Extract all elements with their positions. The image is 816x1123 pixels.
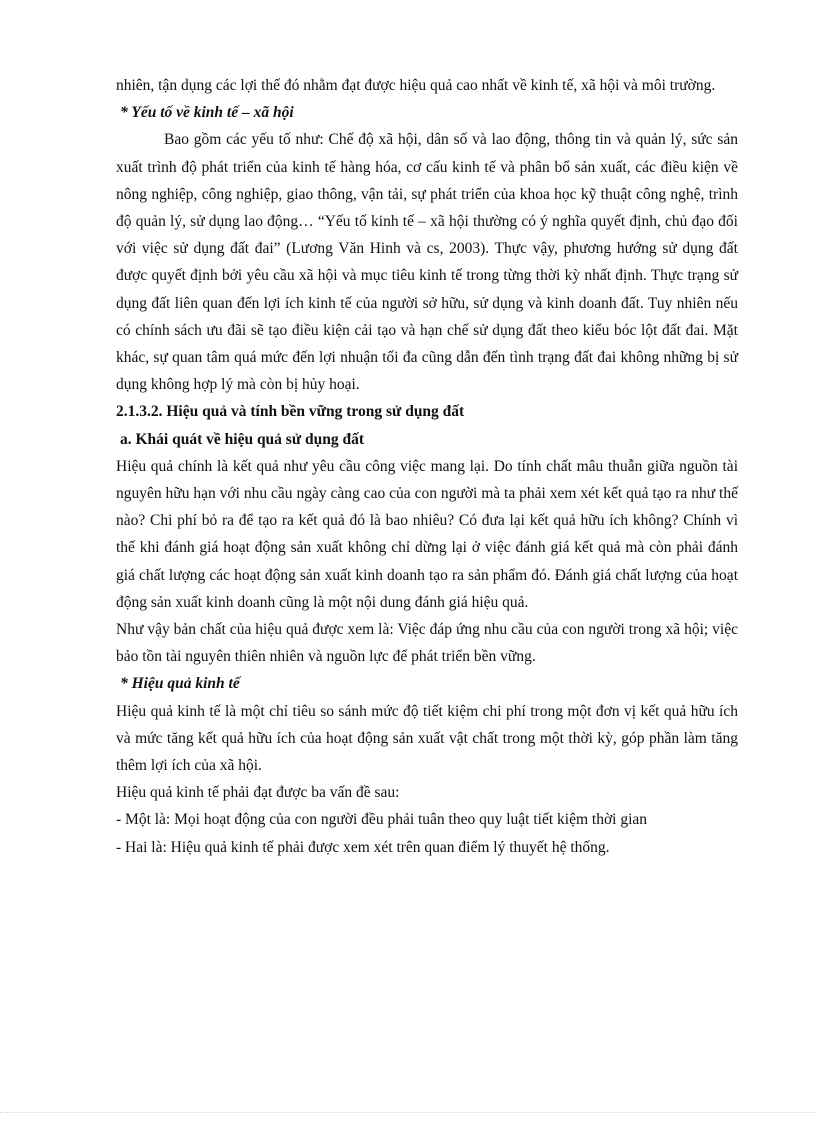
page-footer-divider	[0, 1112, 816, 1113]
paragraph-three-issues-intro: Hiệu quả kinh tế phải đạt được ba vấn đề sau:	[116, 784, 400, 802]
subheading-overview-efficiency: a. Khái quát về hiệu quả sử dụng đất	[120, 430, 365, 448]
paragraph-economic-efficiency: Hiệu quả kinh tế là một chỉ tiêu so sánh mức độ tiết kiệm chi phí trong một đơn vị kết quả hữu ích và mức tăng kết quả hữu ích của hoạt động sản xuất vật chất trong một thời kỳ, góp phần làm tăng thêm lợi ích của xã hội.	[116, 702, 738, 775]
heading-socio-economic-factors: * Yếu tố về kinh tế – xã hội	[120, 104, 294, 122]
section-heading-2-1-3-2: 2.1.3.2. Hiệu quả và tính bền vững trong sử dụng đất	[116, 403, 465, 421]
paragraph-efficiency-definition: Hiệu quả chính là kết quả như yêu cầu công việc mang lại. Do tính chất mâu thuẫn giữa nguồn tài nguyên hữu hạn với nhu cầu ngày càng cao của con người mà ta phải xem xét kết quả tạo ra như thế nào? Chi phí bỏ ra để tạo ra kết quả đó là bao nhiêu? Có đưa lại kết quả hữu ích không? Chính vì thế khi đánh giá hoạt động sản xuất không chỉ dừng lại ở việc đánh giá kết quả mà còn phải đánh giá chất lượng các hoạt động sản xuất kinh doanh tạo ra sản phẩm đó. Đánh giá chất lượng của hoạt động sản xuất kinh doanh cũng là một nội dung đánh giá hiệu quả.	[116, 457, 738, 611]
list-item-second: - Hai là: Hiệu quả kinh tế phải được xem xét trên quan điểm lý thuyết hệ thống.	[116, 838, 610, 856]
paragraph-socio-economic-factors: Bao gồm các yếu tố như: Chế độ xã hội, dân số và lao động, thông tin và quản lý, sức sản xuất trình độ phát triển của kinh tế hàng hóa, cơ cấu kinh tế và phân bổ sản xuất, các điều kiện về nông nghiệp, công nghiệp, giao thông, vận tải, sự phát triển của khoa học kỹ thuật công nghệ, trình độ quản lý, sử dụng lao động… “Yếu tố kinh tế – xã hội thường có ý nghĩa quyết định, chủ đạo đối với việc sử dụng đất đai” (Lương Văn Hinh và cs, 2003). Thực vậy, phương hướng sử dụng đất được quyết định bởi yêu cầu xã hội và mục tiêu kinh tế trong từng thời kỳ nhất định. Thực trạng sử dụng đất liên quan đến lợi ích kinh tế của người sở hữu, sử dụng và kinh doanh đất. Tuy nhiên nếu có chính sách ưu đãi sẽ tạo điều kiện cải tạo và hạn chế sử dụng đất theo kiểu bóc lột đất đai. Mặt khác, sự quan tâm quá mức đến lợi nhuận tối đa cũng dẫn đến tình trạng đất đai không những bị sử dụng không hợp lý mà còn bị hủy hoại.	[116, 131, 738, 394]
document-body	[116, 72, 738, 861]
list-item-first: - Một là: Mọi hoạt động của con người đều phải tuân theo quy luật tiết kiệm thời gian	[116, 811, 648, 829]
heading-economic-efficiency: * Hiệu quả kinh tế	[120, 675, 240, 693]
paragraph-intro-continuation: nhiên, tận dụng các lợi thế đó nhằm đạt được hiệu quả cao nhất về kinh tế, xã hội và môi trường.	[116, 77, 716, 94]
paragraph-efficiency-nature: Như vậy bản chất của hiệu quả được xem là: Việc đáp ứng nhu cầu của con người trong xã hội; việc bảo tồn tài nguyên thiên nhiên và nguồn lực để phát triển bền vững.	[116, 621, 738, 666]
